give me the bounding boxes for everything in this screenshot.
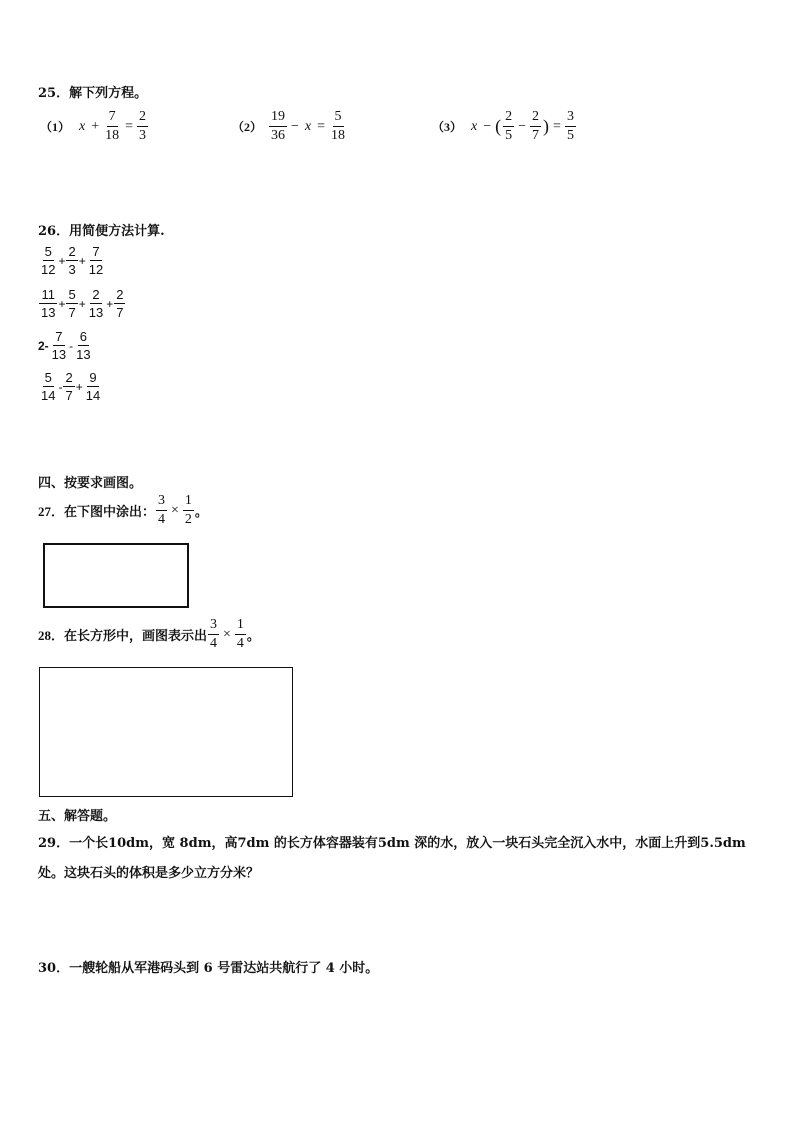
eq1-var: x	[79, 118, 86, 134]
q25-equation-1	[40, 110, 149, 143]
denominator: 4	[210, 636, 218, 651]
q28-frac-2	[235, 618, 246, 651]
q29-text-line-1: 29．一个长10dm，宽 8dm，高7dm 的长方体容器装有5dm 深的水，放入一块石头完全沉入水中，水面上升到5.5dm	[38, 836, 746, 851]
numerator: 3	[156, 494, 167, 511]
q25-equation-2	[232, 110, 348, 143]
q28-frac-1	[208, 618, 219, 651]
section-5-title: 五、解答题。	[38, 809, 117, 824]
denominator: 13	[51, 347, 67, 362]
eq3-minus-2: −	[518, 118, 527, 134]
eq1-equals: =	[125, 118, 134, 134]
l4-frac-1	[39, 371, 57, 402]
numerator: 7	[92, 244, 100, 259]
numerator: 1	[235, 618, 246, 635]
denominator: 13	[41, 305, 56, 320]
eq2-label: （2）	[232, 120, 263, 134]
denominator: 13	[76, 347, 91, 362]
eq3-frac-2	[530, 110, 541, 143]
eq2-minus: −	[291, 118, 299, 134]
eq3-minus: −	[483, 118, 492, 134]
numerator: 2	[92, 287, 100, 302]
q27-times: ×	[171, 502, 179, 518]
eq3-var: x	[471, 118, 478, 134]
l2-frac-1	[39, 288, 57, 319]
denominator: 5	[566, 128, 574, 143]
denominator: 36	[271, 128, 286, 143]
numerator: 3	[208, 618, 219, 635]
l2-frac-2	[66, 288, 77, 319]
numerator: 1	[183, 494, 194, 511]
eq3-frac-1	[503, 110, 514, 143]
eq3-rparen: )	[543, 116, 550, 136]
numerator: 11	[41, 287, 55, 302]
eq1-plus: +	[91, 118, 100, 134]
denominator: 18	[331, 128, 346, 143]
l2-op-2: +	[78, 296, 86, 311]
q26-line-3	[38, 330, 94, 361]
q28-suffix: 。	[246, 628, 260, 643]
numerator: 7	[107, 110, 118, 127]
denominator: 4	[158, 512, 166, 527]
section-4-title: 四、按要求画图。	[38, 476, 143, 491]
q27-prompt	[38, 494, 208, 527]
eq2-equals: =	[317, 118, 326, 134]
denominator: 18	[105, 128, 120, 143]
numerator: 2	[530, 110, 541, 127]
eq1-label: （1）	[40, 120, 71, 134]
denominator: 7	[68, 305, 76, 320]
l2-op-3: +	[106, 296, 114, 311]
numerator: 7	[55, 329, 63, 344]
eq2-frac-1	[269, 110, 287, 143]
l2-frac-4	[114, 288, 125, 319]
q28-prefix: 28．在长方形中，画图表示出	[38, 628, 208, 643]
numerator: 19	[269, 110, 287, 127]
q30-text: 30．一艘轮船从军港码头到 6 号雷达站共航行了 4 小时。	[38, 961, 379, 976]
denominator: 13	[88, 305, 104, 320]
numerator: 2	[65, 370, 73, 385]
numerator: 3	[565, 110, 576, 127]
l4-frac-3	[84, 371, 102, 402]
q28-drawing-rectangle[interactable]	[39, 667, 293, 797]
eq2-frac-2	[329, 110, 347, 143]
denominator: 7	[65, 388, 73, 403]
denominator: 7	[532, 128, 540, 143]
q25-equation-3	[432, 110, 577, 143]
q27-drawing-rectangle[interactable]	[43, 543, 189, 608]
numerator: 2	[116, 287, 124, 302]
numerator: 5	[68, 287, 76, 302]
l2-op-1: +	[58, 296, 66, 311]
q27-frac-2	[183, 494, 194, 527]
l1-frac-2	[66, 245, 77, 276]
denominator: 14	[85, 388, 101, 403]
eq1-frac-1	[103, 110, 121, 143]
q27-suffix: 。	[194, 504, 208, 519]
l4-frac-2	[63, 371, 74, 402]
eq2-var: x	[304, 118, 312, 134]
eq1-frac-2	[137, 110, 148, 143]
numerator: 5	[333, 110, 344, 127]
denominator: 2	[184, 512, 192, 527]
q25-title: 25．解下列方程。	[38, 86, 148, 101]
l3-op-1: -	[69, 338, 74, 353]
numerator: 2	[137, 110, 148, 127]
q29-text-line-2: 处。这块石头的体积是多少立方分米？	[38, 866, 260, 881]
q26-title: 26．用简便方法计算.	[38, 224, 165, 239]
numerator: 6	[79, 329, 87, 344]
l3-frac-1	[50, 330, 68, 361]
l1-frac-3	[87, 245, 105, 276]
q28-times: ×	[223, 626, 231, 642]
numerator: 5	[44, 370, 52, 385]
q26-line-4	[38, 371, 103, 402]
numerator: 5	[44, 244, 52, 259]
l3-frac-2	[74, 330, 92, 361]
q26-line-2	[38, 288, 126, 319]
eq3-label: （3）	[432, 120, 463, 134]
denominator: 12	[41, 262, 56, 277]
l2-frac-3	[87, 288, 105, 319]
l4-op-2: +	[75, 379, 83, 394]
l3-lead: 2-	[38, 338, 49, 353]
numerator: 2	[503, 110, 514, 127]
eq3-frac-3	[565, 110, 576, 143]
denominator: 7	[116, 305, 124, 320]
q27-prefix: 27．在下图中涂出：	[38, 504, 156, 519]
numerator: 9	[89, 370, 97, 385]
l1-op-1: +	[58, 253, 66, 268]
q27-frac-1	[156, 494, 167, 527]
denominator: 14	[41, 388, 56, 403]
denominator: 3	[139, 128, 147, 143]
l1-op-2: +	[78, 253, 86, 268]
eq3-equals: =	[553, 118, 561, 134]
numerator: 2	[68, 244, 76, 259]
eq3-lparen: (	[495, 116, 502, 136]
q28-prompt	[38, 618, 260, 651]
denominator: 3	[68, 262, 76, 277]
denominator: 12	[88, 262, 104, 277]
denominator: 5	[505, 128, 513, 143]
q26-line-1	[38, 245, 106, 276]
l1-frac-1	[39, 245, 57, 276]
l4-op-1: -	[58, 379, 63, 394]
denominator: 4	[236, 636, 244, 651]
